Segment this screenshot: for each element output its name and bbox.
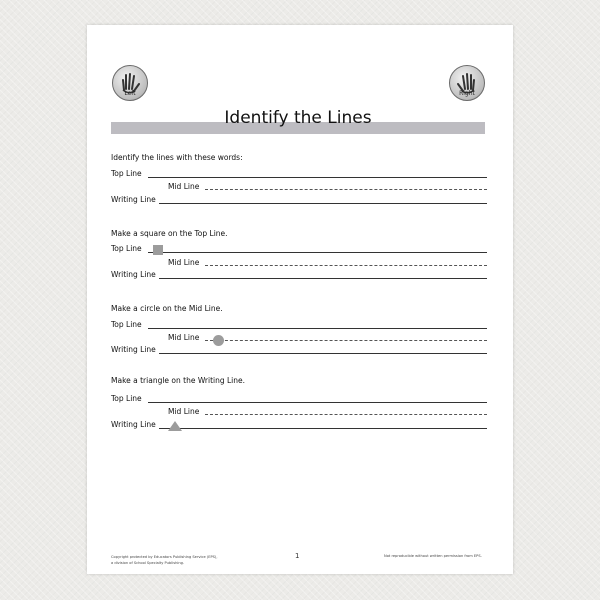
section-3-mid-label: Mid Line [168,333,200,342]
section-4-writing-line [159,428,487,429]
section-3-top-line [148,328,487,329]
section-1-writing-label: Writing Line [111,195,156,204]
circle-shape [213,335,224,346]
section-1-instruction: Identify the lines with these words: [111,153,243,162]
reproduction-notice: Not reproducible without written permission from EPS. [384,554,482,558]
section-3-mid-line [205,340,487,341]
page-number: 1 [295,552,300,560]
worksheet-page [87,25,513,574]
section-1-mid-label: Mid Line [168,182,200,191]
section-1-mid-line [205,189,487,190]
section-4-mid-line [205,414,487,415]
square-shape [153,245,163,255]
triangle-shape [168,421,182,432]
section-1-top-label: Top Line [111,169,142,178]
section-3-top-label: Top Line [111,320,142,329]
section-2-mid-line [205,265,487,266]
section-3-writing-label: Writing Line [111,345,156,354]
section-4-top-label: Top Line [111,394,142,403]
section-2-top-line [148,252,487,253]
left-hand-label: Left [124,90,136,97]
copyright-line-1: Copyright protected by Educators Publishing Service (EPS), [111,555,218,559]
section-2-mid-label: Mid Line [168,258,200,267]
section-4-mid-label: Mid Line [168,407,200,416]
copyright-notice [111,554,217,566]
section-4-top-line [148,402,487,403]
left-hand-icon [112,65,148,101]
right-hand-label: Right [459,90,475,97]
section-4-writing-label: Writing Line [111,420,156,429]
section-3-instruction: Make a circle on the Mid Line. [111,304,223,313]
copyright-line-2: a division of School Specialty Publishing. [111,561,185,565]
section-2-writing-label: Writing Line [111,270,156,279]
section-1-top-line [148,177,487,178]
section-2-writing-line [159,278,487,279]
section-1-writing-line [159,203,487,204]
section-3-writing-line [159,353,487,354]
section-2-top-label: Top Line [111,244,142,253]
right-hand-icon [449,65,485,101]
section-2-instruction: Make a square on the Top Line. [111,229,228,238]
page-title: Identify the Lines [224,108,372,128]
section-4-instruction: Make a triangle on the Writing Line. [111,376,246,385]
